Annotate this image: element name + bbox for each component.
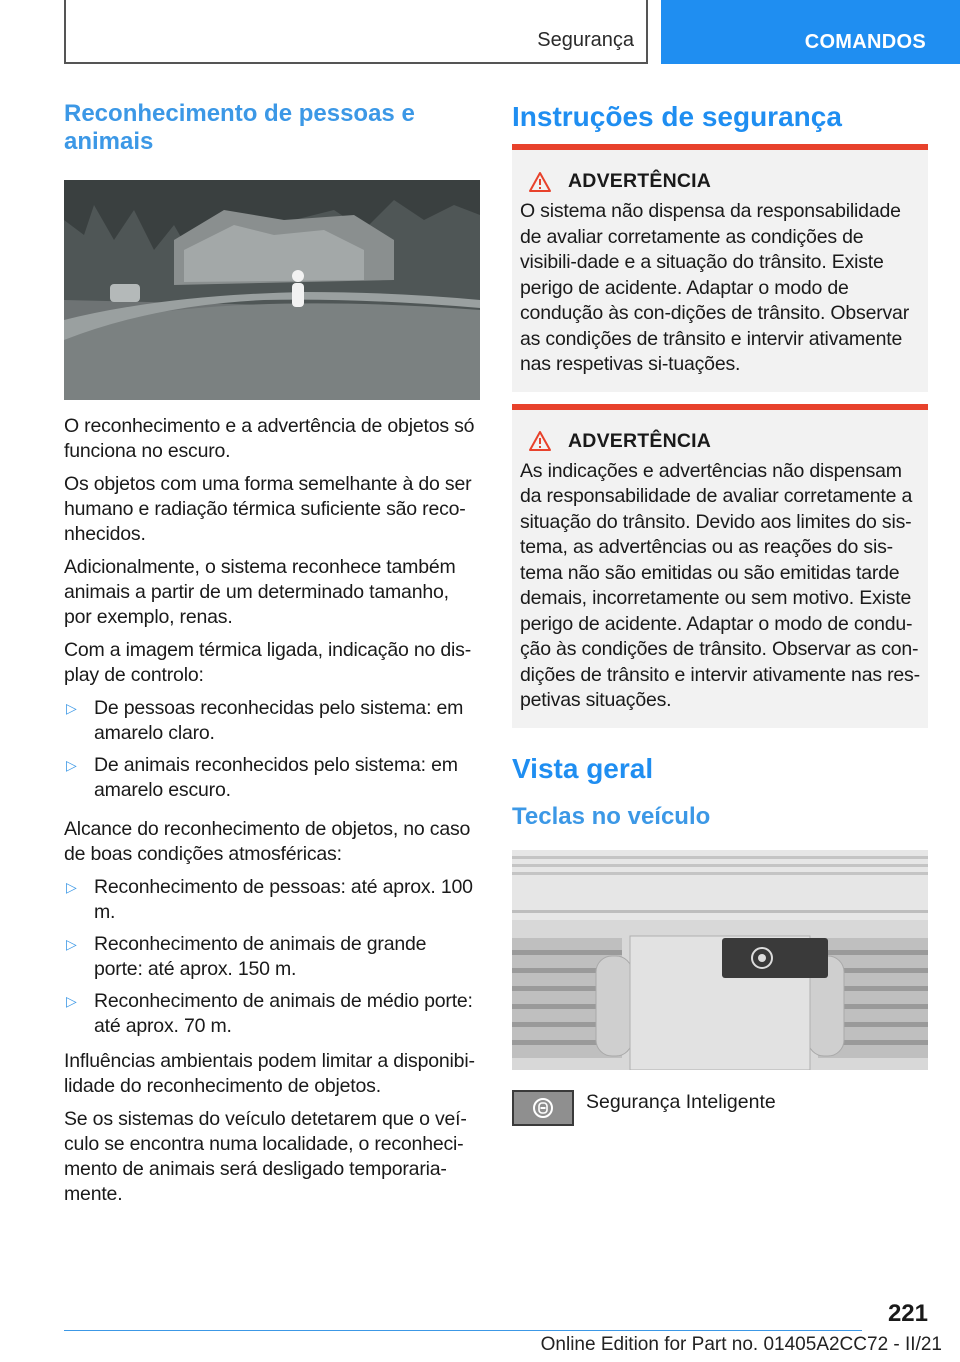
triangle-bullet-icon: ▷ (66, 936, 77, 952)
warning-triangle-icon (528, 171, 552, 193)
section-title-recognition: Reconhecimento de pessoas e animais (64, 100, 415, 155)
paragraph: Com a imagem térmica ligada, indicação no dis‐play de controlo: (64, 639, 471, 686)
warning-label: ADVERTÊNCIA (568, 170, 712, 192)
section-title-overview: Vista geral (512, 752, 654, 784)
warning-triangle-icon (528, 430, 552, 452)
list-item: ▷ Reconhecimento de animais de grande porte: até aprox. 150 m. (66, 933, 427, 980)
range-list (64, 875, 480, 1039)
intelligent-safety-icon (531, 1096, 555, 1120)
paragraph: Se os sistemas do veículo detetarem que o veí‐culo se encontra numa localidade, o reconheci‐mento de animais será desligado temporaria‐mente. (64, 1108, 467, 1205)
paragraph: Alcance do reconhecimento de objetos, no caso de boas condições atmosféricas: (64, 818, 471, 865)
display-color-list (64, 696, 480, 803)
section-title-safety: Instruções de segurança (512, 101, 842, 132)
button-legend-row (512, 1090, 928, 1126)
intelligent-safety-label: Segurança Inteligente (586, 1090, 776, 1113)
triangle-bullet-icon: ▷ (66, 879, 77, 895)
header-chapter-box (661, 0, 960, 64)
list-item: ▷ Reconhecimento de animais de médio porte: até aprox. 70 m. (66, 990, 473, 1037)
header-chapter-title: COMANDOS (804, 31, 926, 53)
list-item: ▷ De pessoas reconhecidas pelo sistema: em amarelo claro. (66, 697, 464, 744)
dashboard-button-image (512, 850, 928, 1070)
paragraph: Influências ambientais podem limitar a disponibi‐lidade do reconhecimento de objetos. (64, 1050, 475, 1097)
triangle-bullet-icon: ▷ (66, 993, 77, 1009)
warning-text: O sistema não dispensa da responsabilidade de avaliar corretamente as condições de visibili‐dade e a situação do trânsito. Existe perigo de acidente. Adaptar o modo de condução às con‐dições de trânsito. Observar as condições de trânsito e intervir ativamente nas respetivas si‐tuações. (520, 200, 909, 375)
header-section-title: Segurança (537, 29, 634, 51)
thermal-night-image (64, 180, 480, 400)
paragraph: Os objetos com uma forma semelhante à do ser humano e radiação térmica suficiente são reco‐nhecidos. (64, 473, 472, 545)
paragraph: Adicionalmente, o sistema reconhece também animais a partir de um determinado tamanho, por exemplo, renas. (64, 556, 456, 628)
warning-box (512, 404, 928, 728)
triangle-bullet-icon: ▷ (66, 757, 77, 773)
warning-box (512, 144, 928, 392)
warning-label: ADVERTÊNCIA (568, 429, 712, 452)
triangle-bullet-icon: ▷ (66, 700, 77, 716)
footer-edition: Online Edition for Part no. 01405A2CC72 - II/21 (540, 1334, 942, 1355)
warning-text: As indicações e advertências não dispensam da responsabilidade de avaliar corretamente a situação do trânsito. Devido aos limites do sis‐tema, as advertências ou as reações do sis‐tema não são emitidas ou são emitidas tarde demais, incorretamente ou sem motivo. Existe perigo de acidente. Adaptar o modo de condu‐ção às condições de trânsito. Observar as con‐dições de trânsito e intervir ativamente nas res‐petivas situações. (520, 459, 920, 711)
intelligent-safety-button[interactable] (512, 1090, 574, 1126)
header-section-box (64, 0, 648, 64)
list-item: ▷ Reconhecimento de pessoas: até aprox. 100 m. (66, 876, 473, 923)
subsection-title-buttons: Teclas no veículo (512, 802, 711, 830)
list-item: ▷ De animais reconhecidos pelo sistema: em amarelo escuro. (66, 754, 458, 801)
page-number: 221 (887, 1300, 928, 1327)
right-column (512, 100, 928, 1126)
paragraph: O reconhecimento e a advertência de objetos só funciona no escuro. (64, 415, 475, 462)
left-column (64, 100, 480, 1215)
footer-divider (64, 1330, 862, 1331)
